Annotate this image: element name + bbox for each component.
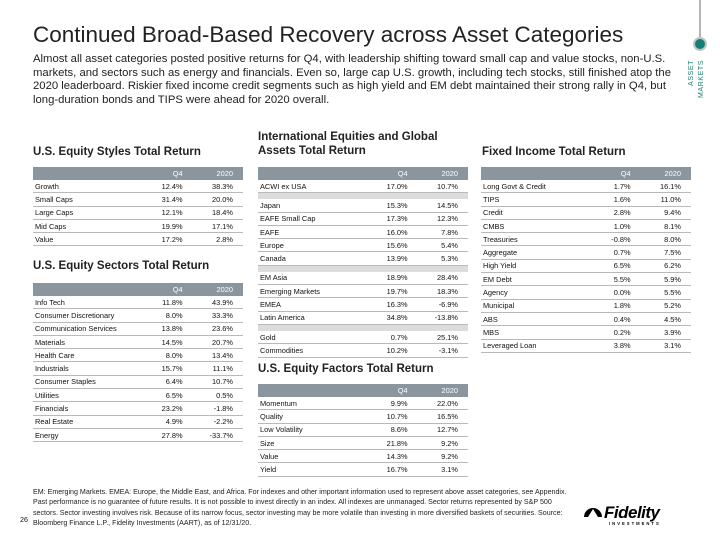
- 2020-return: 20.7%: [193, 335, 243, 348]
- row-label: Momentum: [258, 397, 367, 410]
- row-label: Health Care: [33, 349, 142, 362]
- international-table: [258, 167, 468, 358]
- q4-return: 27.8%: [142, 428, 192, 441]
- q4-return: 34.8%: [367, 311, 417, 324]
- svg-text:INVESTMENTS: INVESTMENTS: [609, 521, 661, 526]
- table-row: [481, 312, 691, 325]
- q4-return: 14.5%: [142, 335, 192, 348]
- q4-return: 16.7%: [367, 463, 417, 476]
- table-row: [33, 193, 243, 206]
- styles-title: U.S. Equity Styles Total Return: [33, 146, 201, 158]
- q4-return: 8.6%: [367, 423, 417, 436]
- q4-return: 19.9%: [142, 219, 192, 232]
- 2020-return: 2.8%: [193, 233, 243, 246]
- 2020-return: 12.3%: [418, 212, 468, 225]
- row-label: Industrials: [33, 362, 142, 375]
- row-label: ACWI ex USA: [258, 180, 367, 193]
- q4-return: 15.6%: [367, 239, 417, 252]
- row-label: Leveraged Loan: [481, 339, 590, 352]
- q4-return: 16.0%: [367, 225, 417, 238]
- side-tab-line2: MARKETS: [698, 60, 705, 99]
- 2020-return: 25.1%: [418, 331, 468, 344]
- table-row: [481, 273, 691, 286]
- q4-return: 14.3%: [367, 450, 417, 463]
- row-label: Long Govt & Credit: [481, 180, 590, 193]
- row-label: Growth: [33, 180, 142, 193]
- table-row: [481, 339, 691, 352]
- header-2020: 2020: [193, 167, 243, 180]
- fixed-income-title: Fixed Income Total Return: [482, 146, 626, 158]
- fidelity-logo: [582, 501, 692, 527]
- international-title: International Equities and Global Assets Total Return: [258, 131, 438, 157]
- q4-return: 0.0%: [590, 286, 640, 299]
- table-row: [258, 180, 468, 193]
- header-label: [33, 167, 142, 180]
- 2020-return: 9.4%: [641, 206, 691, 219]
- row-label: Communication Services: [33, 322, 142, 335]
- row-label: Agency: [481, 286, 590, 299]
- q4-return: 6.4%: [142, 375, 192, 388]
- header-q4: Q4: [142, 283, 192, 296]
- q4-return: 0.4%: [590, 312, 640, 325]
- row-label: Small Caps: [33, 193, 142, 206]
- side-tab-line: [699, 0, 701, 38]
- side-tab-label: [688, 60, 714, 110]
- table-header-row: [33, 167, 243, 180]
- side-tab-dot-icon: [693, 37, 707, 51]
- row-label: EMEA: [258, 298, 367, 311]
- 2020-return: 9.2%: [418, 450, 468, 463]
- row-label: Credit: [481, 206, 590, 219]
- row-label: Utilities: [33, 389, 142, 402]
- row-label: High Yield: [481, 259, 590, 272]
- svg-text:Fidelity: Fidelity: [604, 503, 660, 522]
- 2020-return: 14.5%: [418, 199, 468, 212]
- q4-return: 2.8%: [590, 206, 640, 219]
- table-row: [33, 402, 243, 415]
- row-label: Commodities: [258, 344, 367, 357]
- table-row: [33, 322, 243, 335]
- row-label: Canada: [258, 252, 367, 265]
- table-row: [33, 180, 243, 193]
- table-row: [33, 389, 243, 402]
- 2020-return: 12.7%: [418, 423, 468, 436]
- table-row: [258, 423, 468, 436]
- row-label: EAFE: [258, 225, 367, 238]
- q4-return: 4.9%: [142, 415, 192, 428]
- table-row: [33, 415, 243, 428]
- 2020-return: 3.9%: [641, 326, 691, 339]
- q4-return: 5.5%: [590, 273, 640, 286]
- q4-return: 17.3%: [367, 212, 417, 225]
- 2020-return: 5.2%: [641, 299, 691, 312]
- 2020-return: -33.7%: [193, 428, 243, 441]
- table-header-row: [33, 283, 243, 296]
- table-row: [33, 362, 243, 375]
- side-tab-line1: ASSET: [688, 60, 695, 86]
- 2020-return: 11.0%: [641, 193, 691, 206]
- q4-return: 8.0%: [142, 349, 192, 362]
- q4-return: -0.8%: [590, 233, 640, 246]
- row-label: Europe: [258, 239, 367, 252]
- table-row: [258, 410, 468, 423]
- table-row: [481, 286, 691, 299]
- q4-return: 10.7%: [367, 410, 417, 423]
- table-row: [258, 212, 468, 225]
- row-label: Size: [258, 436, 367, 449]
- row-label: EAFE Small Cap: [258, 212, 367, 225]
- table-row: [481, 299, 691, 312]
- 2020-return: 7.5%: [641, 246, 691, 259]
- sectors-title: U.S. Equity Sectors Total Return: [33, 260, 210, 272]
- row-label: Value: [258, 450, 367, 463]
- table-row: [33, 335, 243, 348]
- row-label: EM Debt: [481, 273, 590, 286]
- 2020-return: 22.0%: [418, 397, 468, 410]
- 2020-return: 18.4%: [193, 206, 243, 219]
- q4-return: 9.9%: [367, 397, 417, 410]
- row-label: Municipal: [481, 299, 590, 312]
- table-row: [258, 252, 468, 265]
- header-label: [33, 283, 142, 296]
- header-q4: Q4: [142, 167, 192, 180]
- header-2020: 2020: [641, 167, 691, 180]
- row-label: Value: [33, 233, 142, 246]
- row-label: Materials: [33, 335, 142, 348]
- q4-return: 17.0%: [367, 180, 417, 193]
- header-label: [258, 167, 367, 180]
- 2020-return: 8.0%: [641, 233, 691, 246]
- table-header-row: [258, 384, 468, 397]
- 2020-return: -1.8%: [193, 402, 243, 415]
- 2020-return: 8.1%: [641, 219, 691, 232]
- q4-return: 21.8%: [367, 436, 417, 449]
- table-row: [258, 436, 468, 449]
- q4-return: 23.2%: [142, 402, 192, 415]
- table-row: [33, 206, 243, 219]
- row-label: Info Tech: [33, 296, 142, 309]
- table-row: [258, 199, 468, 212]
- 2020-return: 5.5%: [641, 286, 691, 299]
- q4-return: 6.5%: [142, 389, 192, 402]
- row-label: Aggregate: [481, 246, 590, 259]
- page-title: Continued Broad-Based Recovery across Asset Categories: [33, 22, 624, 47]
- table-row: [258, 311, 468, 324]
- table-header-row: [258, 167, 468, 180]
- 2020-return: 3.1%: [641, 339, 691, 352]
- 2020-return: 16.1%: [641, 180, 691, 193]
- row-label: EM Asia: [258, 272, 367, 285]
- header-2020: 2020: [418, 384, 468, 397]
- row-label: TIPS: [481, 193, 590, 206]
- 2020-return: 4.5%: [641, 312, 691, 325]
- 2020-return: 5.9%: [641, 273, 691, 286]
- row-label: Large Caps: [33, 206, 142, 219]
- row-label: Treasuries: [481, 233, 590, 246]
- q4-return: 0.7%: [590, 246, 640, 259]
- q4-return: 1.0%: [590, 219, 640, 232]
- q4-return: 15.3%: [367, 199, 417, 212]
- row-label: Energy: [33, 428, 142, 441]
- q4-return: 11.8%: [142, 296, 192, 309]
- q4-return: 3.8%: [590, 339, 640, 352]
- table-row: [33, 375, 243, 388]
- table-row: [33, 309, 243, 322]
- table-row: [481, 206, 691, 219]
- header-2020: 2020: [418, 167, 468, 180]
- page-number: 26: [20, 515, 28, 524]
- 2020-return: 5.4%: [418, 239, 468, 252]
- header-2020: 2020: [193, 283, 243, 296]
- header-q4: Q4: [367, 167, 417, 180]
- 2020-return: 18.3%: [418, 285, 468, 298]
- row-label: Financials: [33, 402, 142, 415]
- 2020-return: -6.9%: [418, 298, 468, 311]
- table-row: [258, 344, 468, 357]
- 2020-return: 17.1%: [193, 219, 243, 232]
- table-row: [33, 233, 243, 246]
- styles-table: [33, 167, 243, 246]
- footnote: EM: Emerging Markets. EMEA: Europe, the Middle East, and Africa. For indexes and other important information used to represent above asset categories, see Appendix. Past performance is no guarantee of future results. It is not possible to invest directly in an index. All indexes are unmanaged. Sector returns represented by S&P 500 sectors. Sector investing involves risk. Because of its narrow focus, sector investing may be more volatile than investing in more diversified baskets of securities. Source: Bloomberg Finance L.P., Fidelity Investments (AART), as of 12/31/20.: [33, 488, 567, 527]
- row-label: Low Volatility: [258, 423, 367, 436]
- 2020-return: 33.3%: [193, 309, 243, 322]
- row-label: Japan: [258, 199, 367, 212]
- table-row: [258, 463, 468, 476]
- q4-return: 31.4%: [142, 193, 192, 206]
- row-label: Gold: [258, 331, 367, 344]
- q4-return: 0.7%: [367, 331, 417, 344]
- row-label: Consumer Discretionary: [33, 309, 142, 322]
- table-row: [481, 233, 691, 246]
- table-header-row: [481, 167, 691, 180]
- table-row: [481, 219, 691, 232]
- fixed-income-table: [481, 167, 691, 353]
- table-row: [258, 239, 468, 252]
- sectors-table: [33, 283, 243, 442]
- 2020-return: -2.2%: [193, 415, 243, 428]
- 2020-return: 43.9%: [193, 296, 243, 309]
- header-label: [258, 384, 367, 397]
- table-row: [33, 428, 243, 441]
- 2020-return: -13.8%: [418, 311, 468, 324]
- table-row: [33, 219, 243, 232]
- table-row: [258, 397, 468, 410]
- table-row: [258, 331, 468, 344]
- q4-return: 1.6%: [590, 193, 640, 206]
- 2020-return: 9.2%: [418, 436, 468, 449]
- q4-return: 13.9%: [367, 252, 417, 265]
- q4-return: 12.1%: [142, 206, 192, 219]
- q4-return: 16.3%: [367, 298, 417, 311]
- row-label: Emerging Markets: [258, 285, 367, 298]
- table-row: [481, 326, 691, 339]
- q4-return: 19.7%: [367, 285, 417, 298]
- 2020-return: 3.1%: [418, 463, 468, 476]
- table-row: [258, 450, 468, 463]
- 2020-return: 16.5%: [418, 410, 468, 423]
- header-q4: Q4: [590, 167, 640, 180]
- 2020-return: 20.0%: [193, 193, 243, 206]
- 2020-return: 28.4%: [418, 272, 468, 285]
- table-row: [258, 285, 468, 298]
- q4-return: 18.9%: [367, 272, 417, 285]
- row-label: CMBS: [481, 219, 590, 232]
- row-label: Mid Caps: [33, 219, 142, 232]
- row-label: Quality: [258, 410, 367, 423]
- q4-return: 12.4%: [142, 180, 192, 193]
- 2020-return: -3.1%: [418, 344, 468, 357]
- row-label: Latin America: [258, 311, 367, 324]
- q4-return: 8.0%: [142, 309, 192, 322]
- header-label: [481, 167, 590, 180]
- q4-return: 1.8%: [590, 299, 640, 312]
- q4-return: 0.2%: [590, 326, 640, 339]
- 2020-return: 13.4%: [193, 349, 243, 362]
- q4-return: 13.8%: [142, 322, 192, 335]
- table-row: [481, 246, 691, 259]
- q4-return: 1.7%: [590, 180, 640, 193]
- intro-paragraph: Almost all asset categories posted positive returns for Q4, with leadership shifting toward small cap and value stocks, non-U.S. markets, and sectors such as energy and financials. Even so, large cap U.S. growth, including tech stocks, still finished atop the 2020 leaderboard. Riskier fixed income credit segments such as high yield and EM debt maintained their strong rally in Q4, but long-duration bonds and TIPS were ahead for 2020 overall.: [33, 53, 671, 106]
- 2020-return: 10.7%: [418, 180, 468, 193]
- 2020-return: 6.2%: [641, 259, 691, 272]
- q4-return: 17.2%: [142, 233, 192, 246]
- row-label: MBS: [481, 326, 590, 339]
- table-row: [258, 272, 468, 285]
- q4-return: 6.5%: [590, 259, 640, 272]
- 2020-return: 0.5%: [193, 389, 243, 402]
- table-row: [481, 193, 691, 206]
- row-label: Yield: [258, 463, 367, 476]
- factors-title: U.S. Equity Factors Total Return: [258, 363, 434, 375]
- factors-table: [258, 384, 468, 477]
- q4-return: 15.7%: [142, 362, 192, 375]
- table-row: [258, 298, 468, 311]
- row-label: Real Estate: [33, 415, 142, 428]
- 2020-return: 11.1%: [193, 362, 243, 375]
- 2020-return: 5.3%: [418, 252, 468, 265]
- 2020-return: 23.6%: [193, 322, 243, 335]
- table-row: [481, 180, 691, 193]
- 2020-return: 7.8%: [418, 225, 468, 238]
- table-row: [481, 259, 691, 272]
- 2020-return: 10.7%: [193, 375, 243, 388]
- row-label: Consumer Staples: [33, 375, 142, 388]
- table-row: [33, 296, 243, 309]
- row-label: ABS: [481, 312, 590, 325]
- table-row: [33, 349, 243, 362]
- header-q4: Q4: [367, 384, 417, 397]
- q4-return: 10.2%: [367, 344, 417, 357]
- 2020-return: 38.3%: [193, 180, 243, 193]
- table-row: [258, 225, 468, 238]
